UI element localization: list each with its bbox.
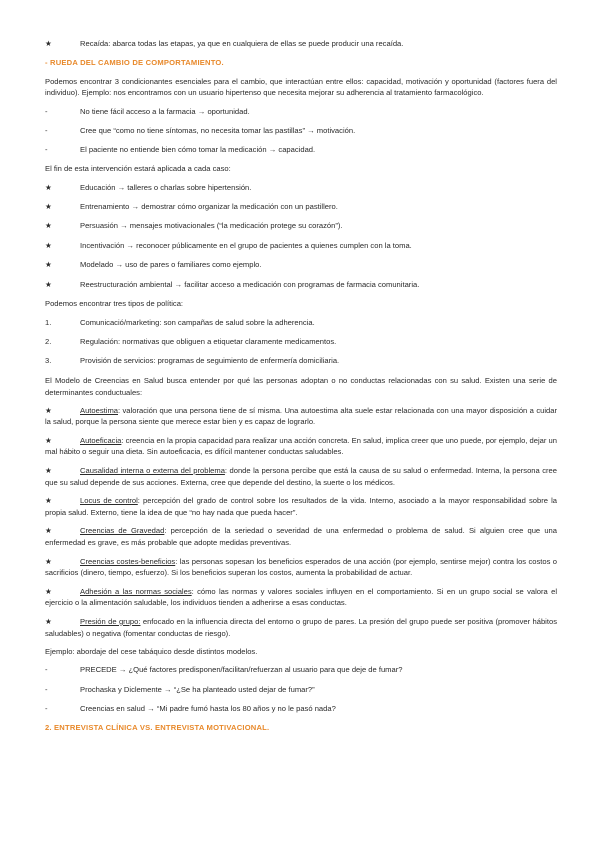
paragraph: Podemos encontrar 3 condicionantes esenciales para el cambio, que interactúan entre ellos: capacidad, motivación y oportunidad (factores fuera del individuo). Ejemplo: nos encontramos con un usuario hipertenso que necesita mejorar su adherencia al tratamiento farmacológico. <box>45 76 557 98</box>
list-item-text: Persuasión → mensajes motivacionales (“la medicación protege su corazón”). <box>80 221 343 231</box>
list-item-text: Incentivación → reconocer públicamente en el grupo de pacientes a quienes cumplen con la toma. <box>80 240 412 250</box>
list-item-text: Prochaska y Diclemente → “¿Se ha planteado usted dejar de fumar?” <box>80 684 315 694</box>
determinant-item <box>45 525 557 548</box>
list-item <box>45 684 557 696</box>
dash-marker: - <box>45 684 48 694</box>
star-icon: ★ <box>45 260 52 270</box>
determinant-item <box>45 465 557 488</box>
list-item <box>45 664 557 676</box>
star-icon: ★ <box>45 435 52 445</box>
list-item-text: El paciente no entiende bien cómo tomar la medicación → capacidad. <box>80 145 316 155</box>
determinant-label: Creencias costes-beneficios <box>80 556 176 566</box>
determinant-item <box>45 616 557 639</box>
determinant-item <box>45 435 557 458</box>
determinant-text: : cómo las normas y valores sociales influyen en el comportamiento. Si en un grupo social se valora el ejercicio o la alimentación saludable, los individuos tienden a adherirse a esas conductas. <box>45 586 558 608</box>
list-item-text: Comunicació/marketing: son campañas de salud sobre la adherencia. <box>80 317 315 327</box>
determinant-label: Autoestima <box>80 405 118 415</box>
determinant-text: : valoración que una persona tiene de sí misma. Una autoestima alta suele estar relacionada con una mayor disposición a cuidar la salud, porque la persona siente que merece estar bien y es capaz de lograrlo. <box>45 405 557 427</box>
determinant-label: Presión de grupo: <box>80 616 141 626</box>
determinant-label: Adhesión a las normas sociales <box>80 586 192 596</box>
numbered-item <box>45 317 557 329</box>
star-icon: ★ <box>45 466 52 476</box>
list-item-text: Reestructuración ambiental → facilitar acceso a medicación con programas de farmacia comunitaria. <box>80 279 420 289</box>
list-item-text: Recaída: abarca todas las etapas, ya que en cualquiera de ellas se puede producir una recaída. <box>80 39 404 48</box>
dash-marker: - <box>45 125 48 135</box>
list-item <box>45 125 557 137</box>
list-item-text: Creencias en salud → “Mi padre fumó hasta los 80 años y no le pasó nada? <box>80 703 336 713</box>
list-item-text: No tiene fácil acceso a la farmacia → oportunidad. <box>80 106 250 116</box>
star-icon: ★ <box>45 39 52 48</box>
list-item <box>45 144 557 156</box>
determinant-item <box>45 405 557 428</box>
numbered-item <box>45 336 557 348</box>
determinant-text: : creencia en la propia capacidad para realizar una acción concreta. En salud, implica creer que uno puede, por ejemplo, dejar un mal hábito o seguir una dieta. Sin autoeficacia, es difícil mantener conductas saludables. <box>45 435 557 457</box>
list-item-text: Modelado → uso de pares o familiares como ejemplo. <box>80 260 262 270</box>
determinant-text: : donde la persona percibe que está la causa de su salud o enfermedad. Interna, la persona cree que su salud depende de sus acciones. Externa, cree que depende del destino, la suerte o los médicos. <box>45 466 557 487</box>
star-icon: ★ <box>45 405 52 415</box>
list-item <box>45 106 557 118</box>
list-item <box>45 279 557 291</box>
determinant-item <box>45 586 557 609</box>
determinant-label: Autoeficacia <box>80 435 122 445</box>
paragraph: Podemos encontrar tres tipos de política: <box>45 299 184 309</box>
list-item <box>45 703 557 715</box>
document-page <box>45 38 557 741</box>
star-icon: ★ <box>45 240 52 250</box>
determinant-text: : percepción del grado de control sobre los resultados de la vida. Interno, asociado a la mayor responsabilidad sobre la propia salud. Externo, tiene la idea de que “no hay nada que pueda hacer”. <box>45 496 557 517</box>
star-icon: ★ <box>45 556 52 566</box>
determinant-label: Causalidad interna o externa del problema <box>80 466 225 476</box>
list-item-text: PRECEDE → ¿Qué factores predisponen/facilitan/refuerzan al usuario para que deje de fumar? <box>80 665 403 675</box>
list-item-text: Cree que “como no tiene síntomas, no necesita tomar las pastillas” → motivación. <box>80 125 356 135</box>
determinant-label: Creencias de Gravedad <box>80 526 165 536</box>
star-icon: ★ <box>45 279 52 289</box>
determinant-text: : las personas sopesan los beneficios esperados de una acción (por ejemplo, sentirse mejor) contra los costos o sacrificios (dinero, tiempo, esfuerzo). Si los beneficios superan los costos, aumenta la probabilidad de actuar. <box>45 556 558 578</box>
dash-marker: - <box>45 106 48 116</box>
number-marker: 1. <box>45 317 52 327</box>
dash-marker: - <box>45 145 48 155</box>
star-icon: ★ <box>45 221 52 231</box>
star-icon: ★ <box>45 526 52 536</box>
list-item <box>45 182 557 194</box>
star-icon: ★ <box>45 496 52 506</box>
determinant-item <box>45 556 557 579</box>
list-item-text: Provisión de servicios: programas de seguimiento de enfermería domiciliaria. <box>80 356 340 366</box>
section-heading: - RUEDA DEL CAMBIO DE COMPORTAMIENTO. <box>45 58 224 68</box>
determinant-label: Locus de control <box>80 496 138 506</box>
list-item-text: Educación → talleres o charlas sobre hipertensión. <box>80 182 252 192</box>
list-item-text: Entrenamiento → demostrar cómo organizar la medicación con un pastillero. <box>80 201 338 211</box>
list-item <box>45 38 557 50</box>
list-item <box>45 259 557 271</box>
star-icon: ★ <box>45 616 52 626</box>
determinant-text: : percepción de la seriedad o severidad de una enfermedad o problema de salud. Si alguien cree que una enfermedad es grave, es más probable que adopte medidas preventivas. <box>45 526 557 547</box>
list-item <box>45 201 557 213</box>
numbered-item <box>45 355 557 367</box>
section-heading: 2. ENTREVISTA CLÍNICA VS. ENTREVISTA MOTIVACIONAL. <box>45 723 270 733</box>
paragraph: El Modelo de Creencias en Salud busca entender por qué las personas adoptan o no conductas relacionadas con su salud. Existen una serie de determinantes conductuales: <box>45 375 557 397</box>
list-item <box>45 240 557 252</box>
list-item <box>45 220 557 232</box>
determinant-text: enfocado en la influencia directa del entorno o grupo de pares. La presión del grupo puede ser positiva (promover hábitos saludables) o negativa (fomentar conductas de riesgo). <box>45 616 557 638</box>
dash-marker: - <box>45 665 48 675</box>
number-marker: 2. <box>45 336 52 346</box>
star-icon: ★ <box>45 586 52 596</box>
paragraph: El fin de esta intervención estará aplicada a cada caso: <box>45 164 231 174</box>
star-icon: ★ <box>45 201 52 211</box>
paragraph: Ejemplo: abordaje del cese tabáquico desde distintos modelos. <box>45 647 258 657</box>
list-item-text: Regulación: normativas que obliguen a etiquetar claramente medicamentos. <box>80 336 337 346</box>
star-icon: ★ <box>45 182 52 192</box>
number-marker: 3. <box>45 356 52 366</box>
determinant-item <box>45 495 557 518</box>
dash-marker: - <box>45 703 48 713</box>
